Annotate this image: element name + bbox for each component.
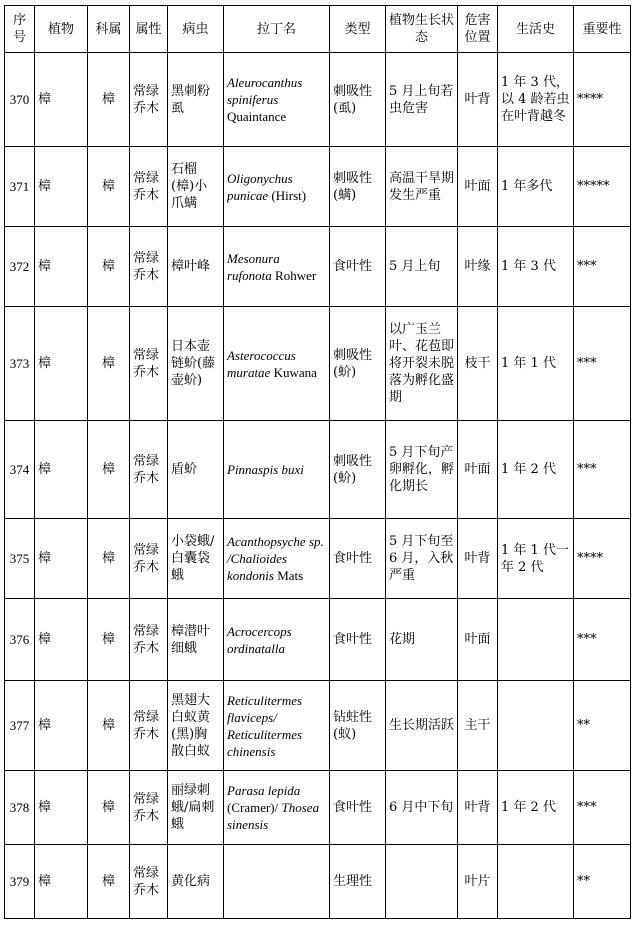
latin-author: (Cramer)/ (227, 800, 279, 815)
cell-plant: 樟 (35, 421, 88, 519)
cell-stage (386, 845, 458, 919)
cell-plant: 樟 (35, 681, 88, 771)
header-plant: 植物 (35, 6, 88, 53)
cell-life: 1 年 2 代 (498, 421, 574, 519)
header-stage: 植物生长状态 (386, 6, 458, 53)
cell-type: 食叶性 (330, 519, 386, 599)
cell-position: 叶缘 (458, 227, 498, 307)
table-row (5, 227, 631, 307)
cell-importance: **** (574, 53, 631, 147)
cell-stage: 5 月下旬产卵孵化，孵化期长 (386, 421, 458, 519)
cell-life (498, 681, 574, 771)
cell-genus: 樟 (88, 771, 130, 845)
cell-genus: 樟 (88, 845, 130, 919)
header-row (5, 6, 631, 53)
cell-seq: 377 (5, 681, 35, 771)
cell-seq: 375 (5, 519, 35, 599)
cell-pest: 樟潜叶细蛾 (168, 599, 224, 681)
cell-habit: 常绿乔木 (130, 845, 168, 919)
cell-latin (224, 599, 330, 681)
cell-habit: 常绿乔木 (130, 147, 168, 227)
cell-life: 1 年 1 代一年 2 代 (498, 519, 574, 599)
cell-genus: 樟 (88, 681, 130, 771)
latin-name: Oligonychus punicae (227, 170, 293, 203)
cell-importance: *** (574, 307, 631, 421)
cell-latin (224, 53, 330, 147)
cell-importance: *** (574, 771, 631, 845)
cell-seq: 371 (5, 147, 35, 227)
cell-genus: 樟 (88, 519, 130, 599)
cell-plant: 樟 (35, 519, 88, 599)
cell-plant: 樟 (35, 227, 88, 307)
latin-author: Mats (277, 568, 304, 583)
cell-genus: 樟 (88, 53, 130, 147)
cell-latin (224, 421, 330, 519)
cell-genus: 樟 (88, 421, 130, 519)
table-row (5, 307, 631, 421)
cell-importance: **** (574, 519, 631, 599)
cell-type: 刺吸性(螨) (330, 147, 386, 227)
cell-habit: 常绿乔木 (130, 227, 168, 307)
cell-position: 叶片 (458, 845, 498, 919)
cell-importance: ** (574, 681, 631, 771)
latin-author: Kuwana (273, 364, 317, 380)
latin-author: Rohwer (275, 267, 317, 283)
cell-position: 叶面 (458, 421, 498, 519)
cell-life: 1 年 2 代 (498, 771, 574, 845)
latin-name: Mesonura rufonota (227, 250, 280, 283)
cell-seq: 379 (5, 845, 35, 919)
cell-pest: 日本壶链蚧(藤壶蚧) (168, 307, 224, 421)
cell-position: 叶面 (458, 599, 498, 681)
cell-life: 1 年 1 代 (498, 307, 574, 421)
cell-plant: 樟 (35, 307, 88, 421)
cell-stage: 5 月上旬若虫危害 (386, 53, 458, 147)
cell-importance: *** (574, 227, 631, 307)
cell-genus: 樟 (88, 147, 130, 227)
cell-stage: 6 月中下旬 (386, 771, 458, 845)
cell-importance: ***** (574, 147, 631, 227)
cell-life (498, 845, 574, 919)
cell-pest: 黑刺粉虱 (168, 53, 224, 147)
cell-type: 食叶性 (330, 227, 386, 307)
pest-table (4, 5, 631, 919)
cell-stage: 以广玉兰叶、花苞即将开裂未脱落为孵化盛期 (386, 307, 458, 421)
cell-habit: 常绿乔木 (130, 421, 168, 519)
cell-latin (224, 519, 330, 599)
table-row (5, 599, 631, 681)
cell-latin (224, 227, 330, 307)
latin-name: Reticulitermes flaviceps/ Reticulitermes chinensis (227, 692, 303, 759)
header-habit: 属性 (130, 6, 168, 53)
latin-name: Acanthopsyche sp. /Chalioides kondonis (227, 534, 324, 583)
header-pest: 病虫 (168, 6, 224, 53)
cell-type: 生理性 (330, 845, 386, 919)
cell-type: 食叶性 (330, 599, 386, 681)
table-row (5, 421, 631, 519)
cell-pest: 丽绿刺蛾/扁刺蛾 (168, 771, 224, 845)
cell-seq: 370 (5, 53, 35, 147)
cell-type: 刺吸性(蚧) (330, 421, 386, 519)
cell-importance: *** (574, 421, 631, 519)
latin-author: Quaintance (227, 109, 287, 124)
header-seq: 序号 (5, 6, 35, 53)
cell-type: 刺吸性(蚧) (330, 307, 386, 421)
latin-author: (Hirst) (271, 187, 307, 203)
cell-pest: 小袋蛾/白囊袋蛾 (168, 519, 224, 599)
header-type: 类型 (330, 6, 386, 53)
cell-life (498, 599, 574, 681)
cell-habit: 常绿乔木 (130, 681, 168, 771)
cell-plant: 樟 (35, 599, 88, 681)
cell-stage: 生长期活跃 (386, 681, 458, 771)
cell-latin (224, 845, 330, 919)
cell-life: 1 年 3 代 (498, 227, 574, 307)
cell-habit: 常绿乔木 (130, 307, 168, 421)
cell-pest: 樟叶峰 (168, 227, 224, 307)
cell-position: 枝干 (458, 307, 498, 421)
latin-name: Pinnaspis buxi (227, 462, 304, 477)
header-importance: 重要性 (574, 6, 631, 53)
cell-seq: 374 (5, 421, 35, 519)
cell-seq: 372 (5, 227, 35, 307)
cell-pest: 盾蚧 (168, 421, 224, 519)
latin-name: Aleurocanthus spiniferus (227, 75, 303, 107)
cell-genus: 樟 (88, 599, 130, 681)
table-row (5, 147, 631, 227)
cell-type: 钻蛀性(蚁) (330, 681, 386, 771)
cell-position: 叶背 (458, 53, 498, 147)
cell-latin (224, 307, 330, 421)
cell-importance: *** (574, 599, 631, 681)
cell-life: 1 年 3 代，以 4 龄若虫在叶背越冬 (498, 53, 574, 147)
cell-stage: 5 月下旬至 6 月，入秋严重 (386, 519, 458, 599)
cell-position: 叶背 (458, 519, 498, 599)
latin-name-2: Thosea sinensis (227, 800, 320, 832)
header-life: 生活史 (498, 6, 574, 53)
cell-plant: 樟 (35, 53, 88, 147)
table-row (5, 681, 631, 771)
cell-importance: ** (574, 845, 631, 919)
cell-seq: 376 (5, 599, 35, 681)
cell-habit: 常绿乔木 (130, 53, 168, 147)
cell-pest: 石榴(樟)小爪螨 (168, 147, 224, 227)
latin-name: Parasa lepida (227, 783, 301, 798)
cell-position: 叶背 (458, 771, 498, 845)
cell-seq: 378 (5, 771, 35, 845)
cell-habit: 常绿乔木 (130, 519, 168, 599)
cell-habit: 常绿乔木 (130, 599, 168, 681)
cell-position: 主干 (458, 681, 498, 771)
table-row (5, 845, 631, 919)
cell-seq: 373 (5, 307, 35, 421)
cell-habit: 常绿乔木 (130, 771, 168, 845)
cell-stage: 花期 (386, 599, 458, 681)
cell-type: 刺吸性(虱) (330, 53, 386, 147)
cell-plant: 樟 (35, 147, 88, 227)
cell-pest: 黄化病 (168, 845, 224, 919)
cell-life: 1 年多代 (498, 147, 574, 227)
cell-pest: 黑翅大白蚁黄(黑)胸散白蚁 (168, 681, 224, 771)
cell-genus: 樟 (88, 227, 130, 307)
cell-type: 食叶性 (330, 771, 386, 845)
table-row (5, 53, 631, 147)
latin-name: Asterococcus muratae (227, 347, 296, 380)
header-genus: 科属 (88, 6, 130, 53)
cell-genus: 樟 (88, 307, 130, 421)
table-row (5, 519, 631, 599)
latin-name: Acrocercops ordinatalla (227, 623, 292, 656)
cell-latin (224, 771, 330, 845)
header-latin: 拉丁名 (224, 6, 330, 53)
cell-stage: 高温干旱期发生严重 (386, 147, 458, 227)
cell-latin (224, 147, 330, 227)
cell-position: 叶面 (458, 147, 498, 227)
header-position: 危害位置 (458, 6, 498, 53)
cell-stage: 5 月上旬 (386, 227, 458, 307)
cell-plant: 樟 (35, 771, 88, 845)
cell-latin (224, 681, 330, 771)
table-row (5, 771, 631, 845)
cell-plant: 樟 (35, 845, 88, 919)
